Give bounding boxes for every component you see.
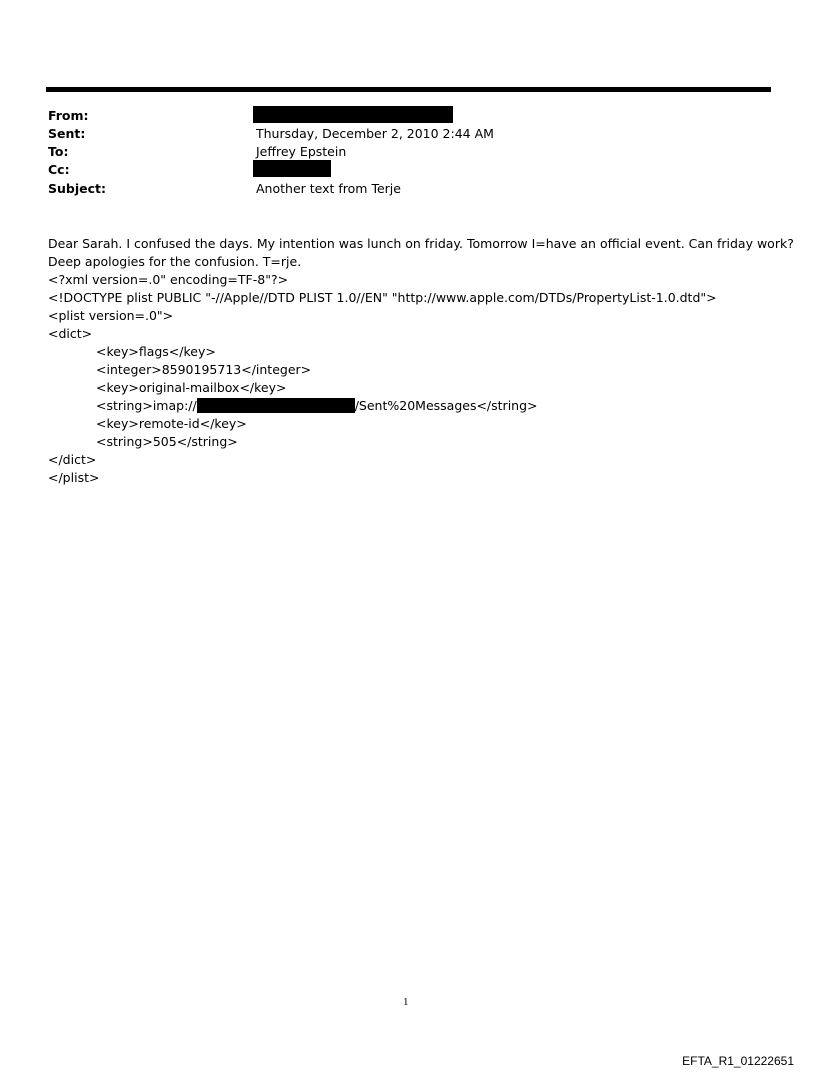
subject-label: Subject: xyxy=(48,181,106,196)
page-number: 1 xyxy=(403,996,409,1008)
message-body xyxy=(48,235,794,487)
subject-value: Another text from Terje xyxy=(256,181,401,196)
body-line-imap xyxy=(48,397,788,415)
body-line: Deep apologies for the confusion. T=rje. xyxy=(48,254,302,269)
cc-label: Cc: xyxy=(48,162,70,177)
body-line: <key>flags</key> xyxy=(96,344,216,359)
cc-redaction xyxy=(253,160,331,177)
from-redaction xyxy=(253,106,453,123)
body-line: </plist> xyxy=(48,470,100,485)
body-line: Dear Sarah. I confused the days. My intention was lunch on friday. Tomorrow I=have an official event. Can friday work? xyxy=(48,236,794,251)
to-label: To: xyxy=(48,144,69,159)
imap-prefix: <string>imap:// xyxy=(96,398,197,413)
header-rule xyxy=(46,87,771,92)
body-line: <?xml version=.0" encoding=TF-8"?> xyxy=(48,272,289,287)
imap-redaction xyxy=(197,398,355,413)
body-line: <integer>8590195713</integer> xyxy=(96,362,312,377)
document-id: EFTA_R1_01222651 xyxy=(682,1054,794,1068)
imap-suffix: /Sent%20Messages</string> xyxy=(354,398,538,413)
body-line: <key>original-mailbox</key> xyxy=(96,380,287,395)
to-value: Jeffrey Epstein xyxy=(256,144,347,159)
body-line: </dict> xyxy=(48,452,97,467)
body-line: <plist version=.0"> xyxy=(48,308,174,323)
sent-value: Thursday, December 2, 2010 2:44 AM xyxy=(256,126,494,141)
sent-label: Sent: xyxy=(48,126,86,141)
body-line: <dict> xyxy=(48,326,93,341)
body-line: <string>505</string> xyxy=(96,434,238,449)
body-line: <key>remote-id</key> xyxy=(96,416,247,431)
body-line: <!DOCTYPE plist PUBLIC "-//Apple//DTD PLIST 1.0//EN" "http://www.apple.com/DTDs/PropertyList-1.0.dtd"> xyxy=(48,290,717,305)
from-label: From: xyxy=(48,108,89,123)
